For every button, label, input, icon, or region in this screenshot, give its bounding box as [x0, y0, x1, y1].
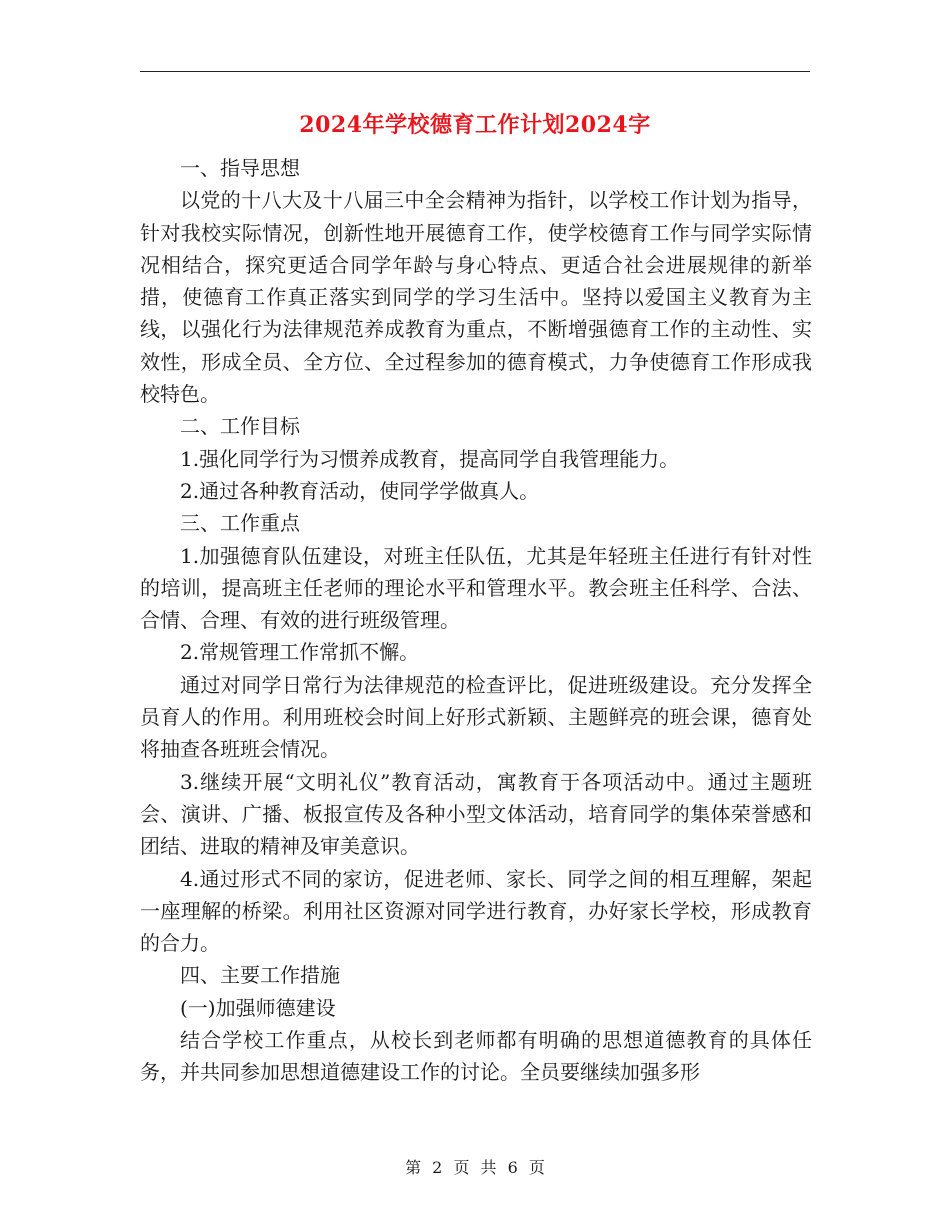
paragraph: 结合学校工作重点，从校长到老师都有明确的思想道德教育的具体任务，并共同参加思想道德建设工作的讨论。全员要继续加强多形 — [140, 1028, 812, 1085]
paragraph: 2.通过各种教育活动，使同学学做真人。 — [180, 478, 540, 503]
document-title: 2024年学校德育工作计划2024字 — [299, 112, 651, 138]
section-heading: 四、主要工作措施 — [180, 963, 340, 988]
paragraph: 1.加强德育队伍建设，对班主任队伍，尤其是年轻班主任进行有针对性的培训，提高班主任老师的理论水平和管理水平。教会班主任科学、合法、合情、合理、有效的进行班级管理。 — [140, 543, 812, 633]
paragraph: 2.常规管理工作常抓不懈。 — [180, 640, 420, 665]
paragraph: 以党的十八大及十八届三中全会精神为指针，以学校工作计划为指导，针对我校实际情况，创新性地开展德育工作，使学校德育工作与同学实际情况相结合，探究更适合同学年龄与身心特点、更适合社会进展规律的新举措，使德育工作真正落实到同学的学习生活中。坚持以爱国主义教育为主线，以强化行为法律规范养成教育为重点，不断增强德育工作的主动性、实效性，形成全员、全方位、全过程参加的德育模式，力争使德育工作形成我校特色。 — [140, 188, 812, 407]
section-heading: 三、工作重点 — [180, 511, 300, 536]
paragraph: 1.强化同学行为习惯养成教育，提高同学自我管理能力。 — [180, 446, 680, 471]
document-body — [140, 152, 812, 1089]
section-heading: 一、指导思想 — [180, 156, 300, 180]
subsection-heading: (一)加强师德建设 — [180, 995, 336, 1020]
paragraph: 通过对同学日常行为法律规范的检查评比，促进班级建设。充分发挥全员育人的作用。利用班校会时间上好形式新颖、主题鲜亮的班会课，德育处将抽查各班班会情况。 — [140, 672, 812, 762]
header-rule — [140, 71, 810, 72]
page-footer: 第 2 页 共 6 页 — [405, 1158, 545, 1177]
section-heading: 二、工作目标 — [180, 414, 300, 439]
paragraph: 4.通过形式不同的家访，促进老师、家长、同学之间的相互理解，架起一座理解的桥梁。利用社区资源对同学进行教育，办好家长学校，形成教育的合力。 — [140, 866, 812, 956]
paragraph: 3.继续开展“文明礼仪”教育活动，寓教育于各项活动中。通过主题班会、演讲、广播、板报宣传及各种小型文体活动，培育同学的集体荣誉感和团结、进取的精神及审美意识。 — [140, 769, 812, 859]
